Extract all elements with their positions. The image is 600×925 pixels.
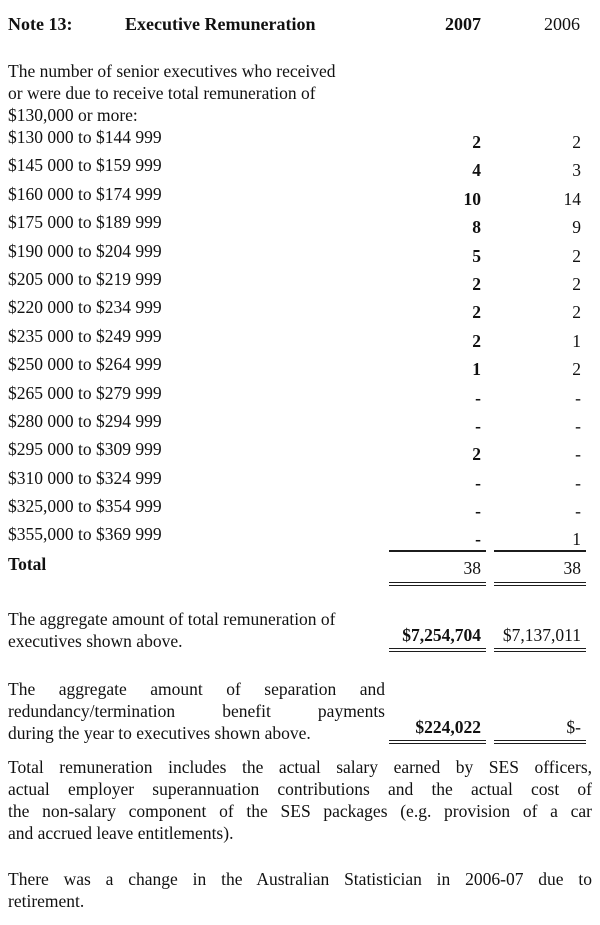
value-2006: 3 [572,160,581,181]
value-2006: - [575,387,581,408]
value-2006: 2 [572,359,581,380]
bracket-label: $205 000 to $219 999 [8,268,162,289]
value-2006: 2 [572,132,581,152]
value-2006: 14 [563,188,581,209]
table-row [8,296,592,324]
bracket-label: $265 000 to $279 999 [8,382,162,403]
text-line: Total remuneration includes the actual salary earned by SES officers, [8,756,592,777]
intro-paragraph [8,60,592,126]
value-2007: 5 [472,245,481,266]
intro-line: $130,000 or more: [8,105,138,125]
text-line: redundancy/termination benefit payments [8,700,385,721]
note-header [8,12,592,36]
value-2006: - [575,444,581,465]
value-2007: - [475,472,481,493]
aggregate-separation-text [8,678,389,744]
value-2006: 1 [572,330,581,351]
table-row [8,211,592,239]
text-line: and accrued leave entitlements). [8,822,234,843]
bracket-label: $130 000 to $144 999 [8,127,162,147]
column-header-2007: 2007 [445,14,481,34]
value-2007: 1 [472,359,481,380]
value-2007: 2 [472,302,481,323]
aggregate-remuneration-text [8,608,389,652]
value-2007: 2 [472,273,481,294]
aggregate-remuneration-section [8,608,592,652]
value-2007: 4 [472,160,481,181]
value-2007: - [475,501,481,522]
table-row [8,268,592,296]
column-header-2006: 2006 [544,14,580,34]
bracket-label: $355,000 to $369 999 [8,524,162,545]
value-2006: - [575,472,581,493]
note-title: Executive Remuneration [125,14,316,34]
total-2007: 38 [389,553,486,586]
remuneration-table [8,126,592,586]
table-row [8,240,592,268]
bracket-label: $145 000 to $159 999 [8,155,162,176]
bracket-label: $280 000 to $294 999 [8,410,162,431]
intro-line: or were due to receive total remuneration of [8,83,316,103]
text-line: There was a change in the Australian Statistician in 2006-07 due to [8,868,592,889]
footnote-total-remuneration [8,756,592,844]
text-line: the non-salary component of the SES packages (e.g. provision of a car [8,800,592,821]
bracket-label: $190 000 to $204 999 [8,240,162,261]
bracket-label: $175 000 to $189 999 [8,212,162,233]
bracket-label: $160 000 to $174 999 [8,183,162,204]
text-line: The aggregate amount of separation and [8,678,385,699]
bracket-label: $220 000 to $234 999 [8,297,162,318]
value-2006: 2 [572,302,581,323]
value-2007: 2 [472,132,481,152]
aggregate-remuneration-2007: $7,254,704 [389,624,486,652]
value-2006: - [575,501,581,522]
text-line: The aggregate amount of total remuneration of [8,608,336,629]
value-2007: - [475,415,481,436]
value-2006: 2 [572,273,581,294]
table-row [8,126,592,154]
bracket-label: $295 000 to $309 999 [8,439,162,460]
table-row [8,353,592,381]
value-2007: 8 [472,217,481,238]
value-2007: - [475,387,481,408]
table-row [8,438,592,466]
bracket-label: $325,000 to $354 999 [8,496,162,517]
table-total-row [8,553,592,586]
text-line: retirement. [8,890,85,911]
value-2006: - [575,415,581,436]
footnote-statistician-change [8,868,592,912]
aggregate-separation-2006: $- [494,716,586,744]
value-2007: 2 [472,444,481,465]
intro-line: The number of senior executives who received [8,61,336,81]
total-label: Total [8,553,47,574]
aggregate-separation-2007: $224,022 [389,716,486,744]
table-row [8,183,592,211]
table-row [8,495,592,523]
bracket-label: $310 000 to $324 999 [8,467,162,488]
table-row [8,410,592,438]
table-row [8,154,592,182]
table-row [8,325,592,353]
value-2007: 10 [463,188,481,209]
total-2006: 38 [494,553,586,586]
value-2006: 2 [572,245,581,266]
value-2006: 1 [494,523,586,551]
text-line: executives shown above. [8,630,183,651]
bracket-label: $235 000 to $249 999 [8,325,162,346]
note-number: Note 13: [8,14,73,34]
aggregate-separation-section [8,678,592,744]
table-row [8,467,592,495]
text-line: during the year to executives shown above. [8,722,311,743]
table-row [8,382,592,410]
value-2006: 9 [572,217,581,238]
value-2007: - [389,523,486,551]
text-line: actual employer superannuation contributions and the actual cost of [8,778,592,799]
bracket-label: $250 000 to $264 999 [8,354,162,375]
value-2007: 2 [472,330,481,351]
table-row [8,523,592,551]
aggregate-remuneration-2006: $7,137,011 [494,624,586,652]
